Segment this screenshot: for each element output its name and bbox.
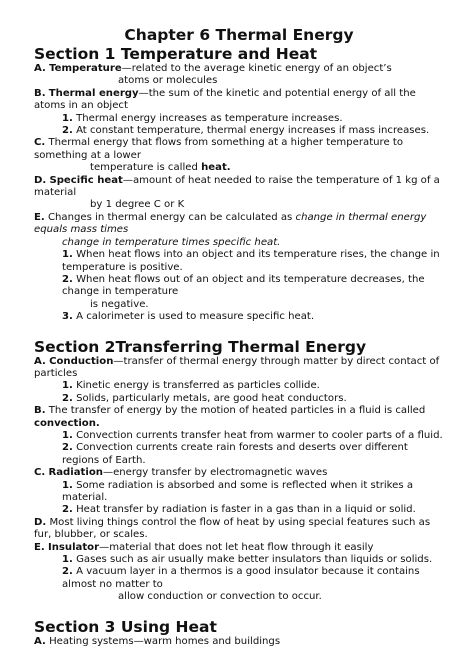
document-title: Chapter 6 Thermal Energy [124, 26, 354, 44]
list-item: A. Conduction—transfer of thermal energy through matter by direct contact of particles [34, 355, 440, 379]
list-item: B. The transfer of energy by the motion of heated particles in a fluid is called [34, 405, 426, 417]
list-item: 2. A vacuum layer in a thermos is a good insulator because it contains almost no matter to [62, 566, 420, 590]
list-item: 1. When heat flows into an object and its temperature rises, the change in temperature is positive. [62, 249, 440, 273]
list-item-continuation: change in temperature times specific heat. [62, 236, 281, 248]
list-item: 1. Convection currents transfer heat from warmer to cooler parts of a fluid. [62, 429, 443, 441]
section-heading: Section 1 Temperature and Heat [34, 45, 318, 63]
list-item: D. Most living things control the flow of heat by using special features such as fur, blubber, or scales. [34, 516, 431, 541]
list-item: 2. Heat transfer by radiation is faster in a gas than in a liquid or solid. [62, 504, 416, 516]
list-item: 2. At constant temperature, thermal energy increases if mass increases. [62, 125, 430, 137]
list-item: A. Heating systems—warm homes and buildings [34, 635, 281, 647]
list-item: A. Temperature—related to the average kinetic energy of an object’s [34, 63, 392, 74]
list-item-continuation: convection. [34, 417, 100, 429]
list-item: E. Insulator—material that does not let heat flow through it easily [34, 541, 374, 553]
list-item: 2. Convection currents create rain forests and deserts over different regions of Earth. [62, 442, 408, 466]
list-item: 2. When heat flows out of an object and its temperature decreases, the change in temperature [62, 273, 425, 298]
list-item: 1. Gases such as air usually make better insulators than liquids or solids. [62, 554, 433, 566]
list-item: 1. Some radiation is absorbed and some is reflected when it strikes a material. [62, 479, 414, 503]
list-item-continuation: is negative. [90, 298, 149, 310]
section-heading: Section 3 Using Heat [34, 617, 217, 636]
list-item-continuation: atoms or molecules [118, 75, 218, 87]
list-item: C. Radiation—energy transfer by electromagnetic waves [34, 467, 328, 479]
list-item: 1. Kinetic energy is transferred as particles collide. [62, 380, 320, 392]
list-item-continuation: temperature is called heat. [90, 162, 231, 174]
list-item: C. Thermal energy that flows from something at a higher temperature to something at a lower [34, 137, 404, 161]
section-heading: Section 2Transferring Thermal Energy [34, 337, 367, 356]
list-item: D. Specific heat—amount of heat needed to raise the temperature of 1 kg of a material [34, 174, 440, 199]
list-item: 2. Solids, particularly metals, are good heat conductors. [62, 392, 347, 404]
list-item: E. Changes in thermal energy can be calculated as change in thermal energy equals mass times [34, 211, 427, 236]
list-item: 1. Thermal energy increases as temperature increases. [62, 112, 343, 124]
list-item-continuation: by 1 degree C or K [90, 199, 185, 211]
list-item: 3. A calorimeter is used to measure specific heat. [62, 311, 315, 323]
list-item-continuation: allow conduction or convection to occur. [118, 591, 322, 603]
list-item: B. Thermal energy—the sum of the kinetic and potential energy of all the atoms in an object [34, 87, 416, 112]
